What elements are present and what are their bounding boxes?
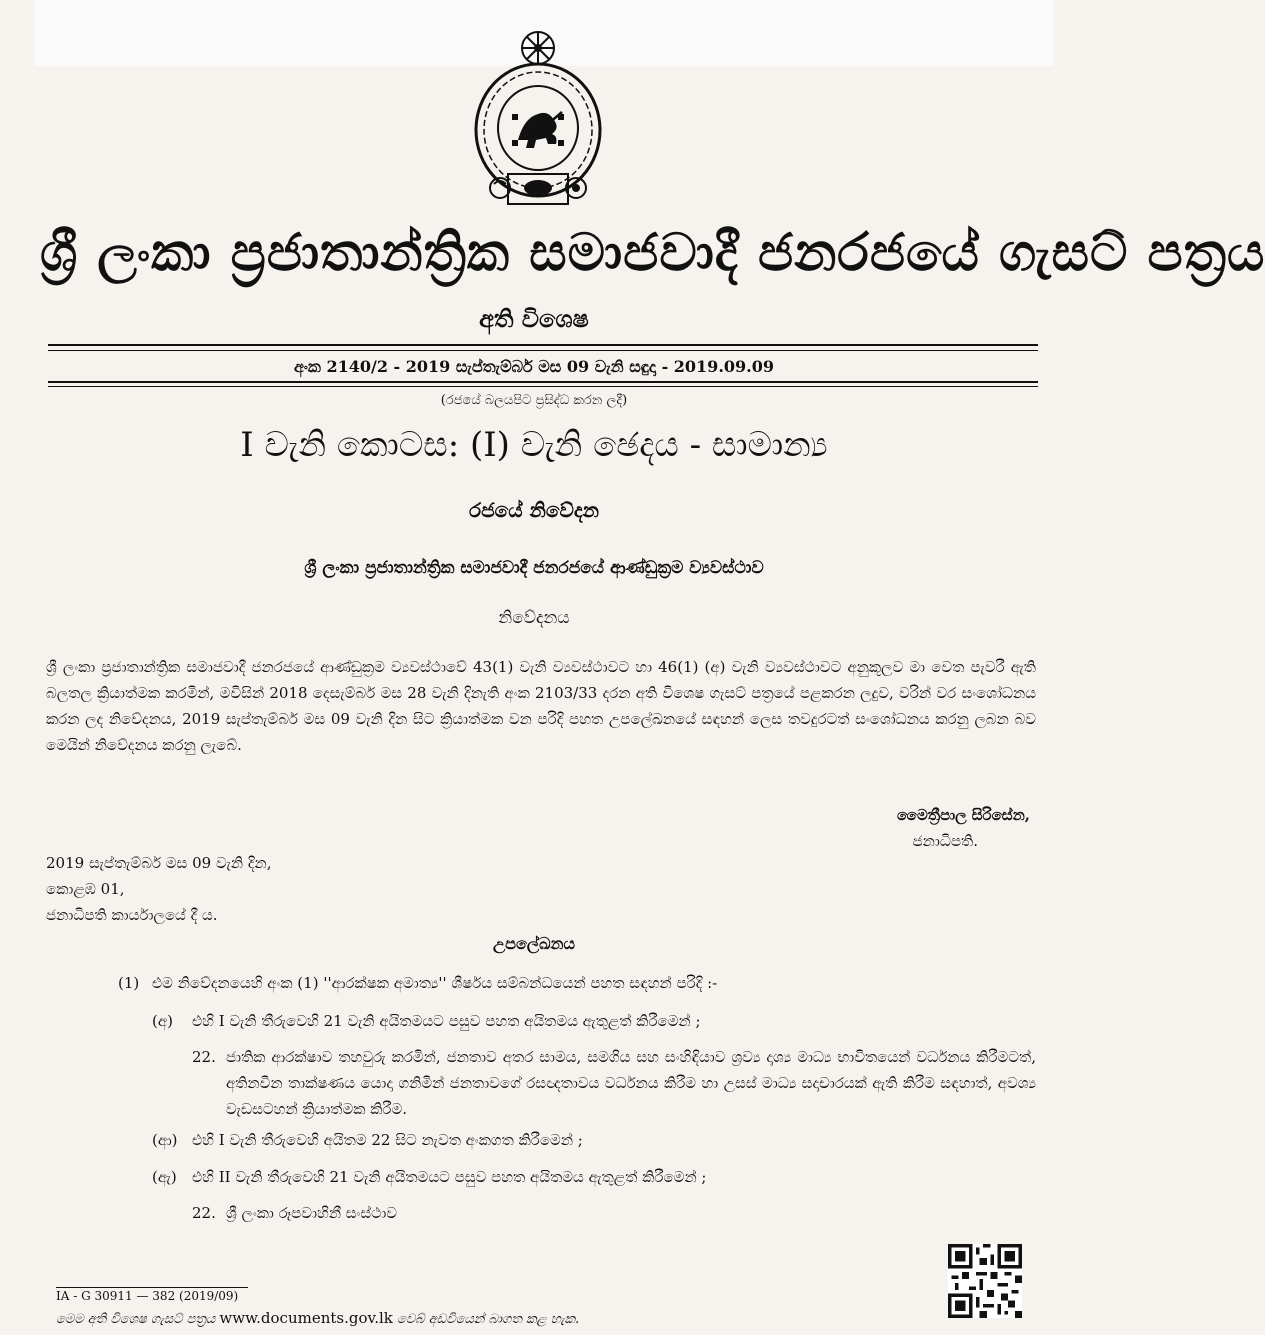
item-text: එහි II වැනි තීරුවෙහි 21 වැනි අයිතමයට පසුව පහත අයිතමය ඇතුළත් කිරීමෙන් ; xyxy=(192,1168,707,1186)
header-rule-bottom xyxy=(48,381,1038,383)
signatory-name: මෛත්‍රීපාල සිරිසේන, xyxy=(897,806,1030,824)
qr-code-icon xyxy=(948,1244,1022,1318)
download-note-prefix: මෙම අති විශෙෂ ගැසට් පත්‍රය xyxy=(56,1312,216,1327)
published-by: (රජයේ බලයපිට ප්‍රසිද්ධ කරන ලදී) xyxy=(440,393,628,408)
header-rule-top xyxy=(48,344,1038,346)
schedule-item-a xyxy=(152,1008,1038,1034)
sri-lanka-emblem-icon xyxy=(472,28,604,210)
schedule-item-aa xyxy=(152,1127,1038,1153)
footer-rule xyxy=(56,1287,248,1288)
header-rule-top-thin xyxy=(48,350,1038,351)
schedule-item-ae-22 xyxy=(192,1200,1038,1226)
notice-heading: නිවේදනය xyxy=(498,608,570,628)
part-title: I වැනි කොටස: (I) වැනි ඡෙදය - සාමාන්‍ය xyxy=(240,425,828,465)
item-text: ජාතික ආරක්ෂාව තහවුරු කරමින්, ජනතාව අතර සාමය, සමගිය සහ සංහිඳියාව ශ්‍රව්‍ය දෘශ්‍ය මාධ්‍ය භාවිතයෙන් වර්ධනය කිරීමටත්, අතිනවීන තාක්ෂණය යොදා ගනිමින් ජනතාවගේ රසඥතාවය වර්ධනය කිරීම හා උසස් මාධ්‍ය සදාචාරයක් ඇති කිරීම සඳහාත්, අවශ්‍ය වැඩසටහන් ක්‍රියාත්මක කිරීම. xyxy=(226,1048,1036,1118)
header-rule-bottom-thin xyxy=(48,386,1038,387)
date-line: 2019 සැප්තැම්බර් මස 09 වැනි දින, xyxy=(46,854,272,872)
item-text: එහි I වැනි තීරුවෙහි අයිතම 22 සිට නැවත අංකගත කිරීමෙන් ; xyxy=(192,1131,583,1149)
item-marker: (1) xyxy=(118,974,140,992)
print-code: IA - G 30911 — 382 (2019/09) xyxy=(56,1289,239,1303)
extraordinary-label: අති විශෙෂ xyxy=(479,304,589,333)
notice-paragraph: ශ්‍රී ලංකා ප්‍රජාතාන්ත්‍රික සමාජවාදී ජනරජයේ ආණ්ඩුක්‍රම ව්‍යවස්ථාවේ 43(1) වැනි ව්‍යවස්ථාවට හා 46(1) (අ) වැනි ව්‍යවස්ථාවට අනුකූලව මා වෙත පැවරී ඇති බලතල ක්‍රියාත්මක කරමින්, මවිසින් 2018 දෙසැම්බර් මස 28 වැනි දිනැති අංක 2103/33 දරන අති විශෙෂ ගැසට් පත්‍රයේ පළකරන ලදුව, වරින් වර සංශෝධනය කරන ලද නිවේදනය, 2019 සැප්තැම්බර් මස 09 වැනි දින සිට ක්‍රියාත්මක වන පරිදි පහත උපලේඛනයේ සඳහන් ලෙස තවදුරටත් සංශෝධනය කරනු ලබන බව මෙයින් නිවේදනය කරනු ලැබේ. xyxy=(46,658,1036,754)
schedule-item-ae xyxy=(152,1164,1038,1190)
website-link[interactable]: www.documents.gov.lk xyxy=(219,1309,393,1327)
item-number: 22. xyxy=(192,1048,216,1066)
item-text: එහි I වැනි තීරුවෙහි 21 වැනි අයිතමයට පසුව පහත අයිතමය ඇතුළත් කිරීමෙන් ; xyxy=(192,1012,701,1030)
item-marker: (අ) xyxy=(152,1012,173,1030)
schedule-heading: උපලේඛනය xyxy=(492,934,576,953)
download-note xyxy=(56,1309,579,1327)
signatory-title: ජනාධිපති. xyxy=(912,832,978,850)
issue-line: අංක 2140/2 - 2019 සැප්තැම්බර් මස 09 වැනි සඳුදා - 2019.09.09 xyxy=(293,357,774,376)
constitution-heading: ශ්‍රී ලංකා ප්‍රජාතාන්ත්‍රික සමාජවාදී ජනරජයේ ආණ්ඩුක්‍රම ව්‍යවස්ථාව xyxy=(304,558,764,578)
office-line: ජනාධිපති කාර්යාලයේ දී ය. xyxy=(46,906,218,924)
item-text: ශ්‍රී ලංකා රූපවාහිනී සංස්ථාව xyxy=(226,1204,398,1222)
place-line: කොළඹ 01, xyxy=(46,880,125,898)
schedule-item-1 xyxy=(118,970,1038,996)
government-notifications-heading: රජයේ නිවේදන xyxy=(469,498,599,522)
item-number: 22. xyxy=(192,1204,216,1222)
date-place-block xyxy=(46,850,446,928)
item-marker: (ආ) xyxy=(152,1131,178,1149)
item-marker: (ඇ) xyxy=(152,1168,177,1186)
signatory xyxy=(830,802,1030,854)
gazette-masthead: ශ්‍රී ලංකා ප්‍රජාතාන්ත්‍රික සමාජවාදී ජනරජයේ ගැසට් පත්‍රය xyxy=(40,222,1265,283)
schedule-item-a-22 xyxy=(192,1044,1038,1124)
item-text: එම නිවේදනයෙහි අංක (1) ''ආරක්ෂක අමාත්‍ය'' ශීර්ෂය සම්බන්ධයෙන් පහත සඳහන් පරිදි :- xyxy=(152,974,718,992)
download-note-suffix: වෙබ් අඩවියෙන් බාගත කළ හැක. xyxy=(396,1312,580,1327)
